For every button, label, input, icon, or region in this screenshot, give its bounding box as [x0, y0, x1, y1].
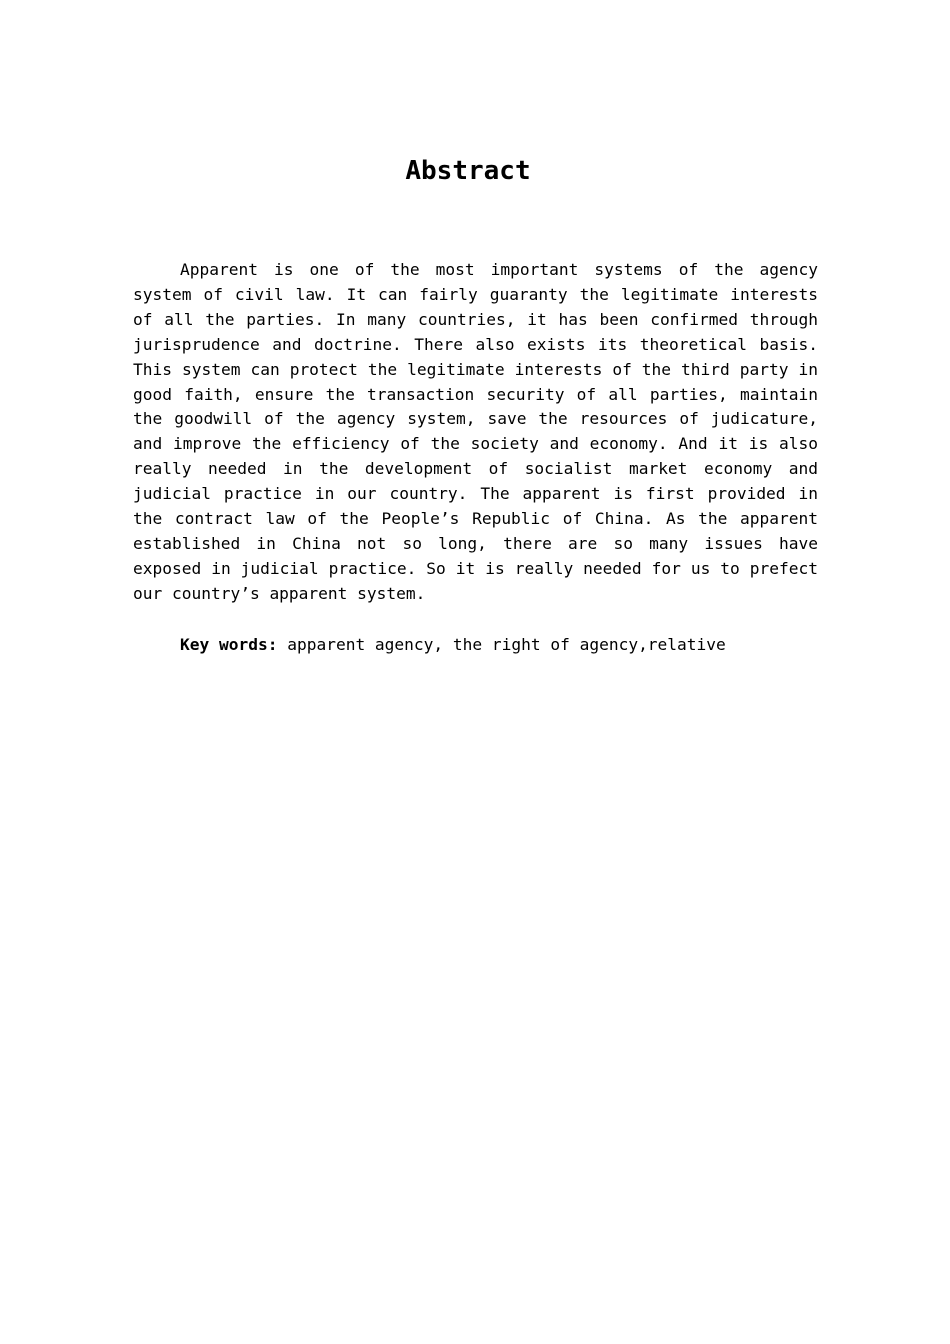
abstract-paragraph: Apparent is one of the most important systems of the agency system of civil law. It can fairly guaranty the legitimate interests of all the parties. In many countries, it has been confirmed through jurisprudence and doctrine. There also exists its theoretical basis. This system can protect the legitimate interests of the third party in good faith, ensure the transaction security of all parties, maintain the goodwill of the agency system, save the resources of judicature, and improve the efficiency of the society and economy. And it is also really needed in the development of socialist market economy and judicial practice in our country. The apparent is first provided in the contract law of the People’s Republic of China. As the apparent established in China not so long, there are so many issues have exposed in judicial practice. So it is really needed for us to prefect our country’s apparent system.: [133, 260, 818, 603]
keywords-line: [180, 632, 820, 657]
keywords-label: Key words:: [180, 635, 278, 654]
abstract-title: Abstract: [405, 156, 531, 186]
keywords-list: apparent agency, the right of agency,relative: [287, 635, 726, 654]
